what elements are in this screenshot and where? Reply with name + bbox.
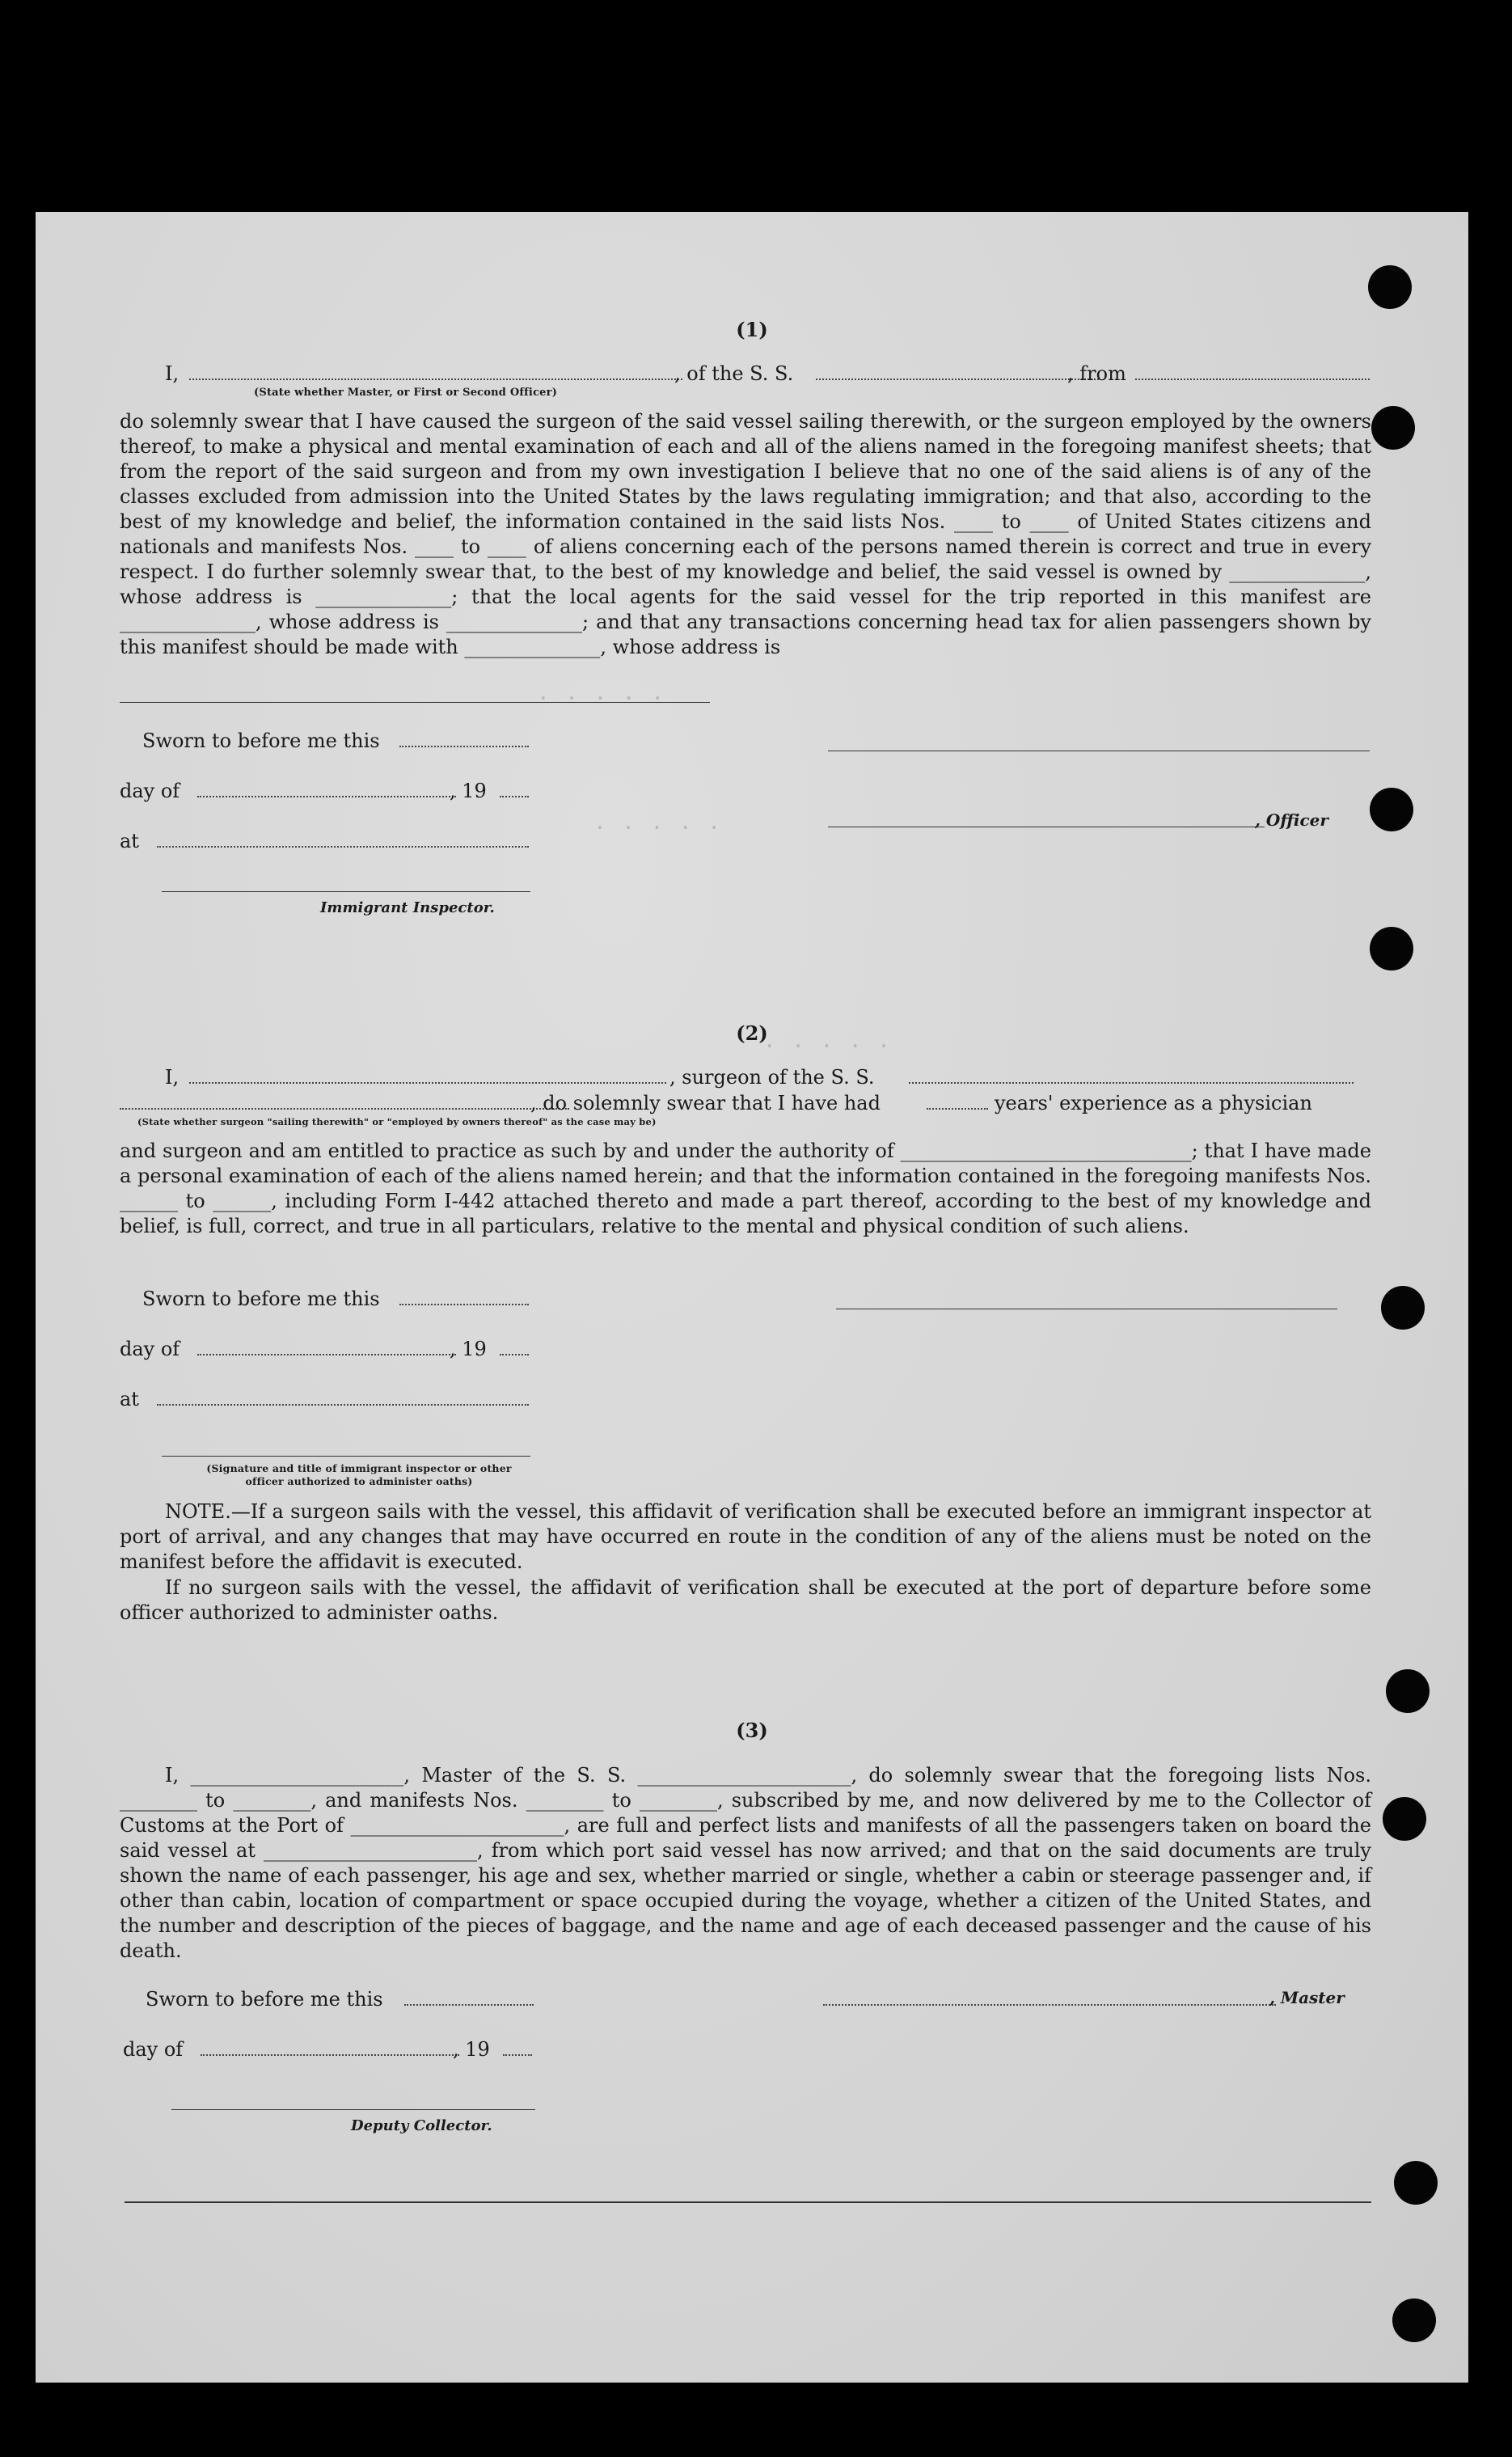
punch-hole bbox=[1394, 2161, 1438, 2205]
section-3-number: (3) bbox=[736, 1719, 768, 1742]
punch-hole bbox=[1371, 406, 1415, 450]
s1-officer-note: (State whether Master, or First or Second Officer) bbox=[254, 387, 558, 399]
s2-signature-note: (Signature and title of immigrant inspector or other officer authorized to administer oaths) bbox=[206, 1462, 512, 1487]
s1-inspector-line bbox=[162, 891, 530, 892]
s2-sworn-label: Sworn to before me this bbox=[142, 1288, 380, 1310]
s3-year-field[interactable] bbox=[503, 2054, 532, 2056]
s2-surgeon-note: (State whether surgeon "sailing therewith" or "employed by owners thereof" as the case may be) bbox=[137, 1116, 657, 1127]
punch-hole bbox=[1370, 788, 1413, 831]
s3-deputy-line bbox=[171, 2109, 535, 2110]
s2-years-field[interactable] bbox=[927, 1108, 988, 1110]
s1-year-field[interactable] bbox=[500, 796, 529, 797]
s1-sworn-field[interactable] bbox=[399, 746, 529, 747]
s3-sworn-label: Sworn to before me this bbox=[146, 1988, 383, 2011]
bleed-through-text: . . . . . bbox=[763, 1029, 892, 1053]
s1-from-field[interactable] bbox=[1135, 378, 1370, 380]
s3-body: I, ______________________, Master of the S. S. ______________________, do solemnly swear that the foregoing lists Nos. ________ to ________, and manifests Nos. ________ to ________, subscribed by me, and now delivered by me to the Collector of Customs at the Port of ______________________, are full and perfect lists and manifests of all the passengers taken on board the said vessel at ______________________, from which port said vessel has now arrived; and that on the said documents are truly shown the name of each passenger, his age and sex, whether married or single, whether a cabin or steerage passenger and, if other than cabin, location of compartment or space occupied during the voyage, whether a citizen of the United States, and the number and description of the pieces of baggage, and the name and age of each deceased passenger and the cause of his death. bbox=[120, 1764, 1371, 1962]
punch-hole bbox=[1392, 2298, 1436, 2342]
s1-from-label: , from bbox=[1067, 362, 1126, 385]
s1-body: do solemnly swear that I have caused the surgeon of the said vessel sailing therewith, or the surgeon employed by the owners thereof, to make a physical and mental examination of each and all of the aliens named in the foregoing manifest sheets; that from the report of the said surgeon and from my own investigation I believe that no one of the said aliens is of any of the classes excluded from admission into the United States by the laws regulating immigration; and that also, according to the best of my knowledge and belief, the information contained in the said lists Nos. ____ to ____ of United States citizens and nationals and manifests Nos. ____ to ____ of aliens concerning each of the persons named therein is correct and true in every respect. I do further solemnly swear that, to the best of my knowledge and belief, the said vessel is owned by ______________, whose address is ______________; that the local agents for the said vessel for the trip reported in this manifest are ______________, whose address is ______________; and that any transactions concerning head tax for alien passengers shown by this manifest should be made with ______________, whose address is bbox=[120, 410, 1371, 658]
s2-years-label: years' experience as a physician bbox=[995, 1092, 1312, 1114]
s1-vessel-field[interactable] bbox=[816, 378, 1099, 380]
punch-hole bbox=[1370, 927, 1413, 971]
s1-at-field[interactable] bbox=[157, 846, 529, 848]
s2-note-2: If no surgeon sails with the vessel, the affidavit of verification shall be executed at the port of departure before some officer authorized to administer oaths. bbox=[120, 1576, 1371, 1624]
s2-vessel-label: , surgeon of the S. S. bbox=[669, 1066, 875, 1089]
s1-i-label: I, bbox=[165, 362, 179, 385]
s2-swear-label: , do solemnly swear that I have had bbox=[530, 1092, 881, 1114]
s3-sworn-field[interactable] bbox=[404, 2004, 534, 2006]
section-1-number: (1) bbox=[736, 318, 768, 341]
s1-day-label: day of bbox=[120, 780, 180, 802]
s2-vessel-field[interactable] bbox=[909, 1082, 1354, 1084]
s3-master-label: , Master bbox=[1269, 1988, 1345, 2007]
s1-year-label: , 19 bbox=[450, 780, 487, 802]
s1-officer-label: , Officer bbox=[1255, 810, 1328, 830]
s2-year-field[interactable] bbox=[500, 1354, 529, 1355]
s1-sworn-label: Sworn to before me this bbox=[142, 729, 380, 752]
s2-body: and surgeon and am entitled to practice as such by and under the authority of ______________________________; that I have made a personal examination of each of the aliens named herein; and that the information contained in the foregoing manifests Nos. ______ to ______, including Form I-442 attached thereto and made a part thereof, according to the best of my knowledge and belief, is full, correct, and true in all particulars, relative to the mental and physical condition of such aliens. bbox=[120, 1140, 1371, 1237]
punch-hole bbox=[1383, 1797, 1426, 1841]
s2-at-field[interactable] bbox=[157, 1404, 529, 1406]
s2-inspector-line bbox=[162, 1456, 530, 1457]
s2-surgeon-type-field[interactable] bbox=[120, 1108, 569, 1110]
bottom-rule bbox=[125, 2201, 1371, 2203]
section-2-number: (2) bbox=[736, 1021, 768, 1045]
s1-day-field[interactable] bbox=[197, 796, 456, 797]
s1-address-underline bbox=[120, 702, 710, 703]
punch-hole bbox=[1386, 1669, 1430, 1713]
s2-sworn-field[interactable] bbox=[399, 1304, 529, 1305]
s3-day-label: day of bbox=[123, 2038, 184, 2061]
bleed-through-text: . . . . . bbox=[593, 810, 722, 835]
s2-note-1: NOTE.—If a surgeon sails with the vessel, this affidavit of verification shall be executed before an immigrant inspector at port of arrival, and any changes that may have occurred en route in the condition of any of the aliens must be noted on the manifest before the affidavit is executed. bbox=[120, 1500, 1371, 1573]
s1-inspector-label: Immigrant Inspector. bbox=[320, 899, 495, 916]
form-page bbox=[36, 212, 1468, 2383]
s2-i-label: I, bbox=[165, 1066, 179, 1089]
s1-officer-name-field[interactable] bbox=[189, 378, 682, 380]
punch-hole bbox=[1368, 265, 1412, 309]
s2-day-label: day of bbox=[120, 1338, 180, 1360]
s3-day-field[interactable] bbox=[201, 2054, 459, 2056]
bleed-through-text: . . . . . bbox=[537, 681, 665, 705]
s3-master-signature-field[interactable] bbox=[823, 2004, 1276, 2006]
s3-deputy-label: Deputy Collector. bbox=[351, 2117, 492, 2134]
s2-surgeon-name-field[interactable] bbox=[189, 1082, 666, 1084]
s3-year-label: , 19 bbox=[453, 2038, 490, 2061]
punch-hole bbox=[1381, 1286, 1425, 1330]
s1-at-label: at bbox=[120, 830, 139, 852]
s1-vessel-label: , of the S. S. bbox=[674, 362, 794, 385]
s2-year-label: , 19 bbox=[450, 1338, 487, 1360]
s2-at-label: at bbox=[120, 1388, 139, 1410]
s2-day-field[interactable] bbox=[197, 1354, 456, 1355]
